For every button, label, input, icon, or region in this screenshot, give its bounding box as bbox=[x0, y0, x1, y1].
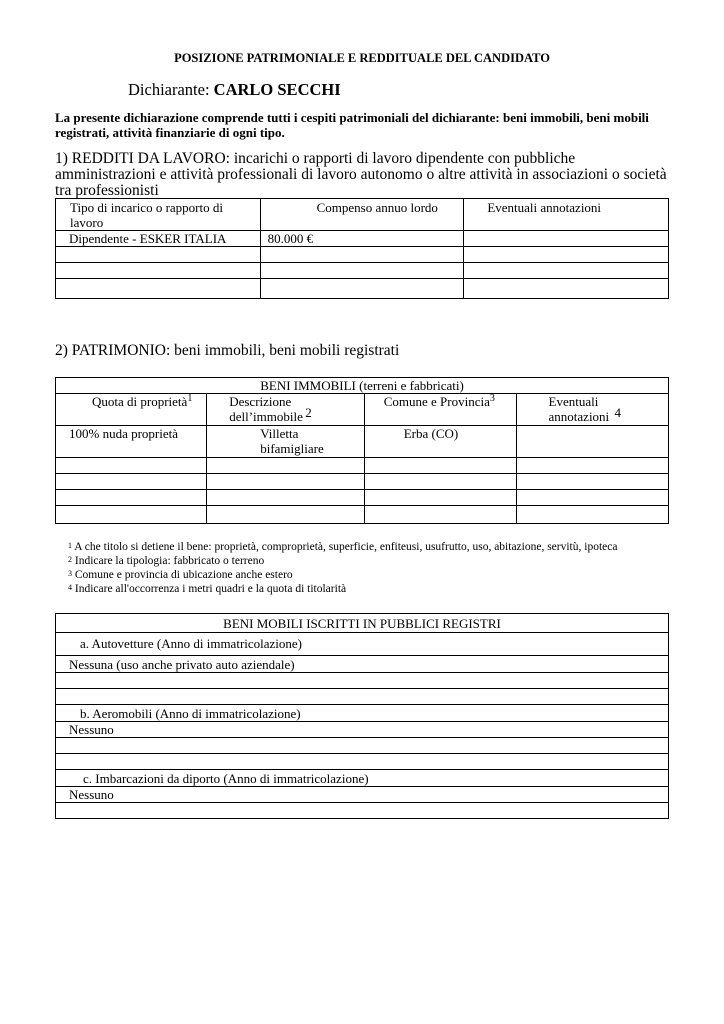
table-row bbox=[56, 426, 669, 458]
footnote-2: $^2$ Indicare la tipologia: fabbricato o terreno bbox=[68, 555, 265, 567]
aircraft-label: b. Aeromobili (Anno di immatricolazione) bbox=[56, 705, 669, 722]
header-cell: Tipo di incarico o rapporto di lavoro bbox=[56, 199, 261, 231]
header-cell: Eventuali annotazioni bbox=[464, 199, 669, 231]
table-cell: 80.000 € bbox=[260, 231, 464, 247]
aircraft-value: Nessuno bbox=[56, 722, 669, 738]
group-header-row bbox=[56, 633, 669, 656]
section1-heading: 1) REDDITI DA LAVORO: incarichi o rapporti di lavoro dipendente con pubbliche amministrazioni e attività professionali di lavoro autonomo o altre attività in associazioni o società tra professionisti bbox=[55, 150, 667, 199]
table-cell: Dipendente - ESKER ITALIA bbox=[56, 231, 261, 247]
group-header-row bbox=[56, 770, 669, 787]
footnote-ref: 2 bbox=[305, 405, 312, 420]
table-row bbox=[56, 656, 669, 673]
table-header-row bbox=[56, 199, 669, 231]
real-estate-table-title: BENI IMMOBILI (terreni e fabbricati) bbox=[56, 378, 669, 394]
table-row bbox=[56, 787, 669, 803]
table-row bbox=[56, 803, 669, 819]
table-row bbox=[56, 754, 669, 770]
table-cell: Erba (CO) bbox=[364, 426, 516, 458]
header-cell: Comune e Provincia$^3$ bbox=[364, 394, 516, 426]
header-cell: Eventuali annotazioni 4 bbox=[516, 394, 668, 426]
header-cell: Compenso annuo lordo bbox=[260, 199, 464, 231]
table-row bbox=[56, 247, 669, 263]
movable-assets-table bbox=[55, 613, 669, 819]
declarant-line bbox=[128, 80, 341, 100]
document-title: POSIZIONE PATRIMONIALE E REDDITUALE DEL CANDIDATO bbox=[174, 51, 550, 65]
group-header-row bbox=[56, 705, 669, 722]
footnote-1: $^1$ A che titolo si detiene il bene: proprietà, comproprietà, superficie, enfiteusi, usufrutto, uso, abitazione, servitù, ipoteca bbox=[68, 541, 618, 553]
footnote-4: $^4$ Indicare all'occorrenza i metri quadri e la quota di titolarità bbox=[68, 583, 347, 595]
table-cell: 100% nuda proprietà bbox=[56, 426, 207, 458]
table-row bbox=[56, 490, 669, 506]
section2-heading: 2) PATRIMONIO: beni immobili, beni mobili registrati bbox=[55, 342, 400, 359]
footnote-ref: 3 bbox=[489, 393, 495, 404]
table-row bbox=[56, 673, 669, 689]
cars-label: a. Autovetture (Anno di immatricolazione) bbox=[56, 633, 669, 656]
footnote-3: $^3$ Comune e provincia di ubicazione anche estero bbox=[68, 569, 293, 581]
table-row bbox=[56, 263, 669, 279]
real-estate-table bbox=[55, 377, 669, 524]
movable-assets-title: BENI MOBILI ISCRITTI IN PUBBLICI REGISTRI bbox=[56, 614, 669, 633]
declarant-label: Dichiarante: bbox=[128, 80, 210, 99]
header-cell: Descrizione dell’immobile 2 bbox=[207, 394, 365, 426]
footnote-ref: 1 bbox=[187, 393, 193, 404]
boats-value: Nessuno bbox=[56, 787, 669, 803]
table-header-row bbox=[56, 394, 669, 426]
table-row bbox=[56, 738, 669, 754]
table-cell: Villetta bifamigliare bbox=[207, 426, 365, 458]
table-row bbox=[56, 458, 669, 474]
cars-value: Nessuna (uso anche privato auto aziendale) bbox=[56, 656, 669, 673]
income-table bbox=[55, 198, 669, 299]
table-row bbox=[56, 279, 669, 299]
table-row bbox=[56, 474, 669, 490]
intro-statement: La presente dichiarazione comprende tutti i cespiti patrimoniali del dichiarante: beni immobili, beni mobili registrati, attività finanziarie di ogni tipo. bbox=[55, 110, 649, 140]
footnote-ref: 4 bbox=[614, 405, 622, 420]
header-cell: Quota di proprietà$^1$ bbox=[56, 394, 207, 426]
table-row bbox=[56, 231, 669, 247]
boats-label: c. Imbarcazioni da diporto (Anno di immatricolazione) bbox=[56, 770, 669, 787]
table-row bbox=[56, 506, 669, 524]
declarant-name: CARLO SECCHI bbox=[213, 80, 341, 99]
table-cell bbox=[464, 231, 669, 247]
table-cell bbox=[516, 426, 668, 458]
table-row bbox=[56, 722, 669, 738]
table-row bbox=[56, 689, 669, 705]
